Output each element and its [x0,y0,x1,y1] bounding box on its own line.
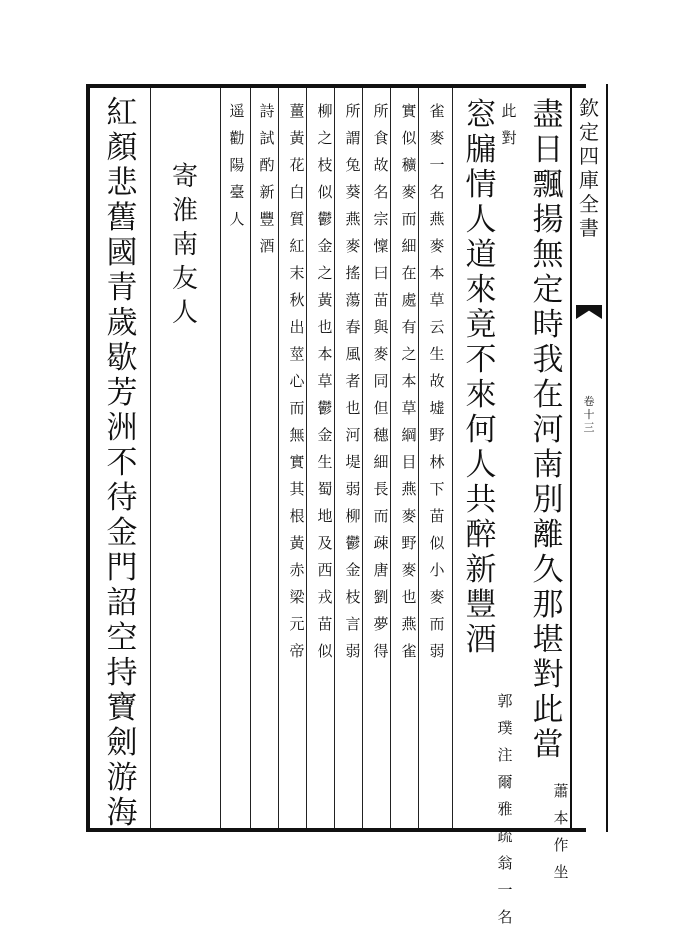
gutter-volume [582,395,596,434]
glyph: 也 [401,588,417,606]
glyph: 紅 [106,95,138,131]
glyph: 顏 [106,130,138,166]
glyph: 所 [373,102,389,120]
glyph: 詔 [106,585,138,621]
glyph: 黃 [289,534,305,552]
frame-top-border [86,84,586,88]
glyph: 離 [532,517,564,553]
glyph: 醉 [465,517,497,553]
glyph: 來 [465,272,497,308]
glyph: 弱 [345,642,361,660]
glyph: 時 [532,307,564,343]
annotation-note-2 [496,688,514,931]
glyph: 墟 [429,399,445,417]
glyph: 洲 [106,410,138,446]
glyph: 云 [429,318,445,336]
glyph: 赤 [289,561,305,579]
glyph: 金 [345,561,361,579]
glyph: 爾 [497,773,513,791]
glyph: 情 [465,167,497,203]
glyph: 而 [401,210,417,228]
glyph: 竟 [465,307,497,343]
glyph: 風 [345,345,361,363]
glyph: 國 [106,235,138,271]
glyph: 久 [532,552,564,588]
glyph: 地 [317,507,333,525]
column-rule [362,88,363,828]
glyph: 對 [501,129,517,147]
glyph: 之 [317,264,333,282]
glyph: 草 [401,399,417,417]
glyph: 郭 [497,692,513,710]
glyph: 人 [465,202,497,238]
glyph: 欽 [579,96,599,120]
glyph: 其 [289,480,305,498]
glyph: 麥 [401,183,417,201]
glyph: 南 [532,447,564,483]
glyph: 人 [171,298,198,328]
glyph: 在 [532,377,564,413]
commentary-column-4 [344,98,362,665]
glyph: 草 [317,372,333,390]
glyph: 搖 [345,264,361,282]
glyph: 弱 [429,642,445,660]
commentary-column-6 [288,98,306,665]
glyph: 花 [289,156,305,174]
glyph: 蕭 [553,782,569,800]
glyph: 那 [532,587,564,623]
glyph: 秋 [289,291,305,309]
glyph: 綱 [401,426,417,444]
verse-column-2 [463,98,499,658]
glyph: 春 [345,318,361,336]
glyph: 末 [289,264,305,282]
glyph: 苗 [373,291,389,309]
glyph: 堤 [345,453,361,471]
glyph: 者 [345,372,361,390]
glyph: 也 [345,399,361,417]
glyph: 故 [373,156,389,174]
glyph: 試 [259,129,275,147]
commentary-column-8 [228,98,246,233]
glyph: 長 [373,480,389,498]
glyph: 與 [373,318,389,336]
verse-column-3 [104,96,140,831]
glyph: 翁 [497,854,513,872]
column-rule [250,88,251,828]
glyph: 根 [289,507,305,525]
glyph: 宗 [373,210,389,228]
glyph: 不 [465,342,497,378]
glyph: 而 [373,507,389,525]
glyph: 注 [497,746,513,764]
glyph: 人 [465,447,497,483]
glyph: 名 [497,908,513,926]
glyph: 戎 [317,588,333,606]
glyph: 本 [429,264,445,282]
glyph: 燕 [401,480,417,498]
glyph: 金 [317,426,333,444]
glyph: 坐 [553,863,569,881]
column-rule [452,88,453,828]
glyph: 南 [171,230,198,260]
glyph: 鬱 [345,534,361,552]
glyph: 歇 [106,340,138,376]
glyph: 故 [429,372,445,390]
column-rule [334,88,335,828]
commentary-column-1 [428,98,446,665]
glyph: 麥 [401,561,417,579]
glyph: 麥 [429,237,445,255]
glyph: 歲 [106,305,138,341]
glyph: 唐 [373,561,389,579]
glyph: 燕 [429,210,445,228]
gutter-title [578,96,600,240]
glyph: 野 [429,426,445,444]
glyph: 鬱 [317,210,333,228]
glyph: 穗 [373,426,389,444]
glyph: 也 [317,318,333,336]
glyph: 日 [532,132,564,168]
glyph: 芳 [106,375,138,411]
glyph: 璞 [497,719,513,737]
glyph: 處 [401,291,417,309]
glyph: 三 [583,421,595,434]
glyph: 西 [317,561,333,579]
glyph: 枝 [345,588,361,606]
glyph: 雅 [497,800,513,818]
glyph: 疏 [497,827,513,845]
glyph: 細 [401,237,417,255]
glyph: 作 [553,836,569,854]
glyph: 野 [401,534,417,552]
glyph: 待 [106,480,138,516]
glyph: 定 [579,120,599,144]
glyph: 似 [317,183,333,201]
glyph: 全 [579,192,599,216]
glyph: 堪 [532,622,564,658]
column-rule [418,88,419,828]
glyph: 當 [532,727,564,763]
glyph: 似 [401,129,417,147]
glyph: 持 [106,655,138,691]
glyph: 游 [106,760,138,796]
glyph: 細 [373,453,389,471]
column-rule [390,88,391,828]
glyph: 似 [429,534,445,552]
glyph: 苗 [429,507,445,525]
glyph: 四 [579,144,599,168]
glyph: 友 [171,264,198,294]
annotation-cijdui [500,98,518,152]
glyph: 河 [532,412,564,448]
glyph: 勸 [229,129,245,147]
glyph: 疎 [373,534,389,552]
glyph: 質 [289,210,305,228]
glyph: 人 [229,210,245,228]
glyph: 牖 [465,132,497,168]
glyph: 我 [532,342,564,378]
glyph: 麥 [373,345,389,363]
glyph: 門 [106,550,138,586]
glyph: 本 [553,809,569,827]
glyph: 枝 [317,156,333,174]
glyph: 名 [373,183,389,201]
commentary-column-5 [316,98,334,665]
glyph: 下 [429,480,445,498]
glyph: 小 [429,561,445,579]
glyph: 之 [401,345,417,363]
glyph: 穬 [401,156,417,174]
glyph: 林 [429,453,445,471]
glyph: 本 [317,345,333,363]
glyph: 河 [345,426,361,444]
glyph: 別 [532,482,564,518]
glyph: 麥 [345,237,361,255]
glyph: 青 [106,270,138,306]
column-rule [150,88,151,828]
glyph: 麥 [429,129,445,147]
glyph: 謂 [345,129,361,147]
glyph: 不 [106,445,138,481]
glyph: 草 [429,291,445,309]
glyph: 麥 [429,588,445,606]
glyph: 苗 [317,615,333,633]
glyph: 新 [465,552,497,588]
glyph: 之 [317,129,333,147]
glyph: 食 [373,129,389,147]
glyph: 蜀 [317,480,333,498]
verse-column-1 [530,98,566,763]
glyph: 黃 [289,129,305,147]
glyph: 蕩 [345,291,361,309]
glyph: 盡 [532,97,564,133]
glyph: 梁 [289,588,305,606]
glyph: 卷 [583,395,595,408]
glyph: 麥 [401,507,417,525]
glyph: 此 [532,692,564,728]
commentary-column-3 [372,98,390,665]
glyph: 及 [317,534,333,552]
glyph: 曰 [373,264,389,282]
glyph: 無 [532,237,564,273]
glyph: 黃 [317,291,333,309]
glyph: 弱 [345,480,361,498]
glyph: 莖 [289,345,305,363]
glyph: 生 [429,345,445,363]
glyph: 本 [401,372,417,390]
glyph: 舊 [106,200,138,236]
glyph: 海 [106,795,138,831]
column-rule [306,88,307,828]
glyph: 而 [289,399,305,417]
glyph: 葵 [345,183,361,201]
column-rule [220,88,221,828]
glyph: 出 [289,318,305,336]
glyph: 白 [289,183,305,201]
glyph: 但 [373,399,389,417]
glyph: 燕 [345,210,361,228]
glyph: 飄 [532,167,564,203]
glyph: 遥 [229,102,245,120]
glyph: 酌 [259,156,275,174]
glyph: 對 [532,657,564,693]
glyph: 悲 [106,165,138,201]
glyph: 定 [532,272,564,308]
glyph: 懍 [373,237,389,255]
glyph: 窓 [465,97,497,133]
glyph: 柳 [345,507,361,525]
glyph: 臺 [229,183,245,201]
glyph: 無 [289,426,305,444]
glyph: 柳 [317,102,333,120]
glyph: 揚 [532,202,564,238]
glyph: 何 [465,412,497,448]
glyph: 書 [579,216,599,240]
glyph: 十 [583,408,595,421]
glyph: 實 [401,102,417,120]
glyph: 目 [401,453,417,471]
glyph: 紅 [289,237,305,255]
glyph: 庫 [579,168,599,192]
glyph: 酒 [259,237,275,255]
glyph: 詩 [259,102,275,120]
glyph: 同 [373,372,389,390]
annotation-note-1 [552,778,570,886]
glyph: 雀 [401,642,417,660]
glyph: 心 [289,372,305,390]
glyph: 得 [373,642,389,660]
glyph: 雀 [429,102,445,120]
glyph: 元 [289,615,305,633]
glyph: 一 [497,881,513,899]
glyph: 來 [465,377,497,413]
glyph: 劉 [373,588,389,606]
column-rule [278,88,279,828]
glyph: 寶 [106,690,138,726]
glyph: 豐 [465,587,497,623]
glyph: 實 [289,453,305,471]
glyph: 陽 [229,156,245,174]
glyph: 在 [401,264,417,282]
glyph: 薑 [289,102,305,120]
glyph: 金 [106,515,138,551]
glyph: 燕 [401,615,417,633]
glyph: 鬱 [317,399,333,417]
glyph: 帝 [289,642,305,660]
poem-title [170,160,200,330]
glyph: 似 [317,642,333,660]
glyph: 而 [429,615,445,633]
commentary-column-2 [400,98,418,665]
glyph: 名 [429,183,445,201]
glyph: 劍 [106,725,138,761]
glyph: 言 [345,615,361,633]
glyph: 生 [317,453,333,471]
frame-left-border [86,84,90,832]
glyph: 此 [501,102,517,120]
glyph: 兔 [345,156,361,174]
glyph: 金 [317,237,333,255]
glyph: 共 [465,482,497,518]
commentary-column-7 [258,98,276,260]
glyph: 所 [345,102,361,120]
glyph: 新 [259,183,275,201]
glyph: 夢 [373,615,389,633]
glyph: 空 [106,620,138,656]
glyph: 一 [429,156,445,174]
glyph: 酒 [465,622,497,658]
glyph: 有 [401,318,417,336]
glyph: 豐 [259,210,275,228]
glyph: 淮 [171,196,198,226]
glyph: 寄 [171,162,198,192]
glyph: 道 [465,237,497,273]
